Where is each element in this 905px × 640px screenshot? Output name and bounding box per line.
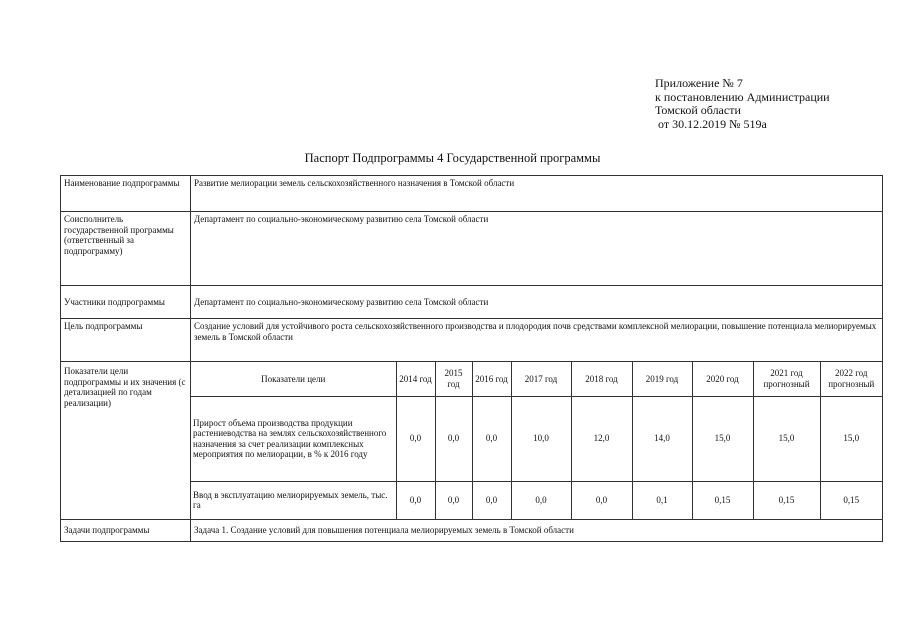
indicator-value: 0,0 bbox=[396, 481, 435, 519]
indicator-value: 15,0 bbox=[820, 396, 882, 481]
row-indicators bbox=[61, 362, 883, 520]
indicator-value: 0,0 bbox=[396, 396, 435, 481]
indicator-value: 14,0 bbox=[632, 396, 692, 481]
row-value: Задача 1. Создание условий для повышения потенциала мелиорируемых земель в Томской области bbox=[191, 520, 883, 542]
year-header: 2016 год bbox=[472, 362, 511, 396]
indicator-value: 0,15 bbox=[753, 481, 820, 519]
indicator-value: 12,0 bbox=[571, 396, 632, 481]
year-header: 2015 год bbox=[435, 362, 472, 396]
page-title: Паспорт Подпрограммы 4 Государственной программы bbox=[304, 151, 601, 165]
indicators-table bbox=[191, 362, 882, 519]
indicator-row bbox=[191, 396, 882, 481]
indicator-value: 10,0 bbox=[511, 396, 571, 481]
indicator-value: 15,0 bbox=[692, 396, 753, 481]
row-label: Участники подпрограммы bbox=[61, 286, 191, 319]
indicator-name: Прирост объема производства продукции растениеводства на землях сельскохозяйственного назначения за счет реализации комплексных мероприятия по мелиорации, в % к 2016 году bbox=[191, 396, 396, 481]
row-label: Задачи подпрограммы bbox=[61, 520, 191, 542]
appendix-number: Приложение № 7 bbox=[655, 76, 743, 90]
row-value: Создание условий для устойчивого роста сельскохозяйственного производства и плодородия почв средствами комплексной мелиорации, повышение потенциала мелиорируемых земель в Томской области bbox=[191, 319, 883, 362]
row-participants bbox=[61, 286, 883, 319]
indicator-value: 0,0 bbox=[472, 481, 511, 519]
appendix-header bbox=[655, 77, 830, 131]
row-label: Цель подпрограммы bbox=[61, 319, 191, 362]
indicator-value: 0,0 bbox=[472, 396, 511, 481]
row-goal bbox=[61, 319, 883, 362]
indicators-header: Показатели цели bbox=[191, 362, 396, 396]
row-coexecutor bbox=[61, 212, 883, 286]
row-value: Развитие мелиорации земель сельскохозяйственного назначения в Томской области bbox=[191, 176, 883, 212]
indicator-row bbox=[191, 481, 882, 519]
row-name bbox=[61, 176, 883, 212]
year-header: 2022 год прогнозный bbox=[820, 362, 882, 396]
row-value: Департамент по социально-экономическому развитию села Томской области bbox=[191, 286, 883, 319]
indicator-value: 0,1 bbox=[632, 481, 692, 519]
appendix-resolution: к постановлению Администрации bbox=[655, 89, 830, 104]
year-header: 2014 год bbox=[396, 362, 435, 396]
year-header: 2017 год bbox=[511, 362, 571, 396]
appendix-date: от 30.12.2019 № 519а bbox=[655, 116, 767, 131]
indicators-header-row bbox=[191, 362, 882, 396]
passport-table bbox=[60, 175, 883, 542]
appendix-region: Томской области bbox=[655, 103, 741, 117]
indicator-value: 0,0 bbox=[435, 396, 472, 481]
indicator-value: 15,0 bbox=[753, 396, 820, 481]
row-label: Соисполнитель государственной программы (ответственный за подпрограмму) bbox=[61, 212, 191, 286]
indicator-value: 0,0 bbox=[511, 481, 571, 519]
row-value: Департамент по социально-экономическому развитию села Томской области bbox=[191, 212, 883, 286]
year-header: 2018 год bbox=[571, 362, 632, 396]
row-label: Наименование подпрограммы bbox=[61, 176, 191, 212]
indicator-value: 0,15 bbox=[692, 481, 753, 519]
year-header: 2021 год прогнозный bbox=[753, 362, 820, 396]
indicator-value: 0,15 bbox=[820, 481, 882, 519]
row-tasks bbox=[61, 520, 883, 542]
indicator-name: Ввод в эксплуатацию мелиорируемых земель, тыс. га bbox=[191, 481, 396, 519]
indicator-value: 0,0 bbox=[435, 481, 472, 519]
year-header: 2019 год bbox=[632, 362, 692, 396]
indicator-value: 0,0 bbox=[571, 481, 632, 519]
row-label: Показатели цели подпрограммы и их значения (с детализацией по годам реализации) bbox=[61, 362, 191, 520]
year-header: 2020 год bbox=[692, 362, 753, 396]
